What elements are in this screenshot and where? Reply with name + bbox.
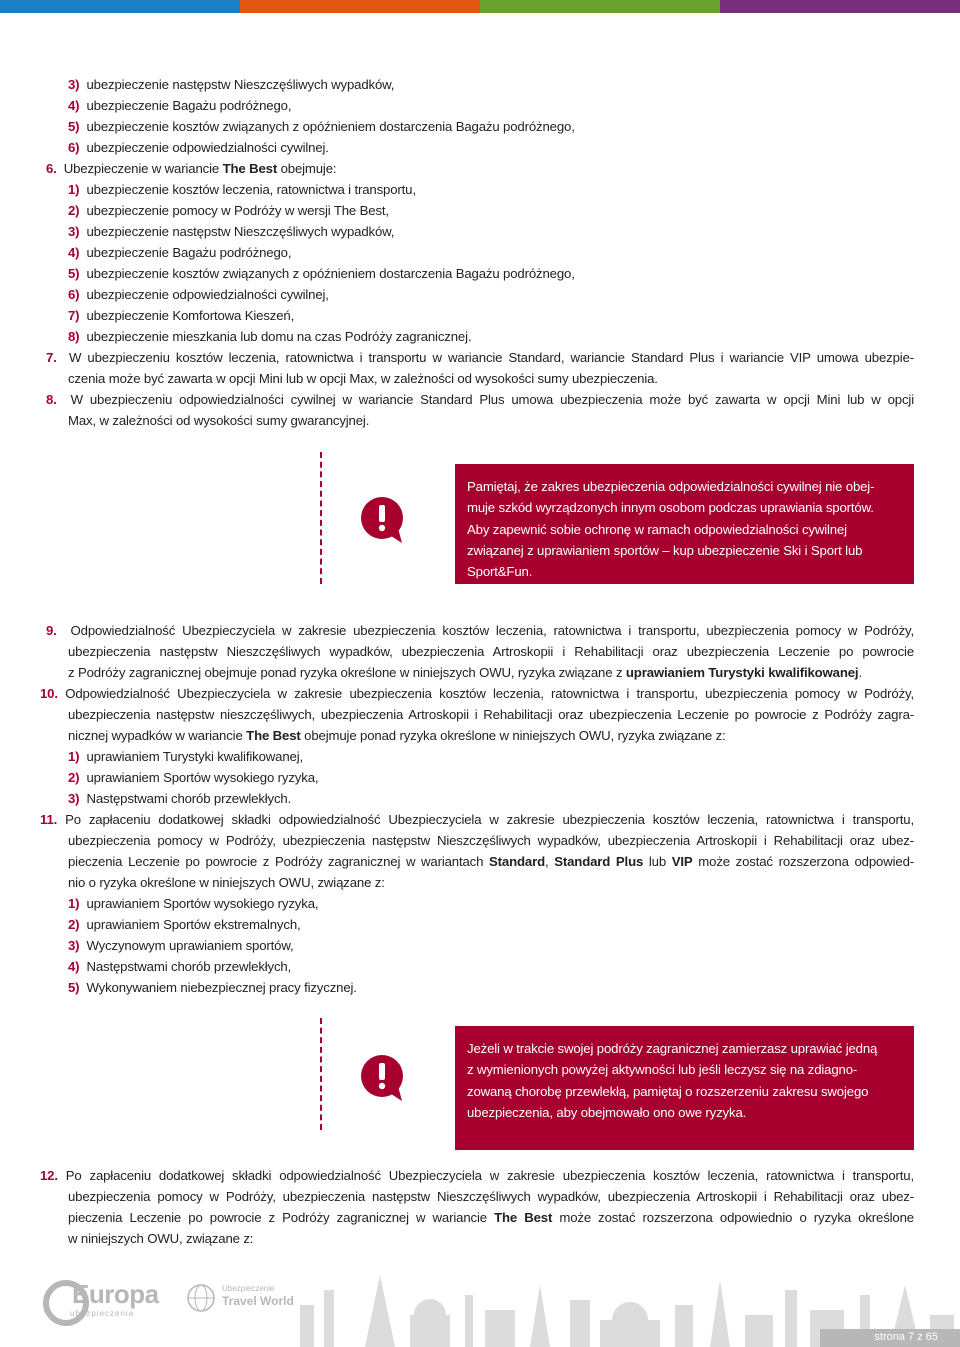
text-line (46, 349, 914, 367)
list-number: 2) (68, 917, 80, 932)
text-segment: nio o ryzyka określone w niniejszych OWU, związane z: (68, 875, 385, 890)
text-line (68, 706, 914, 724)
text-line (68, 1188, 914, 1206)
notice-box (455, 1026, 914, 1150)
top-bar-segment-orange (240, 0, 480, 13)
text-line (68, 664, 862, 682)
notice-text-line: muje szkód wyrządzonych innym osobom podczas uprawiania sportów. (467, 500, 874, 516)
list-number: 3) (68, 224, 80, 239)
text-segment: ubezpieczenie Bagażu podróżnego, (79, 98, 292, 113)
text-segment: ubezpieczenie Bagażu podróżnego, (79, 245, 292, 260)
notice-text-line: Jeżeli w trakcie swojej podróży zagranicznej zamierzasz uprawiać jedną (467, 1041, 878, 1056)
text-segment: Wykonywaniem niebezpiecznej pracy fizycznej. (79, 980, 357, 995)
text-line (68, 958, 291, 976)
text-segment: , (545, 854, 555, 869)
text-segment: uprawianiem Turystyki kwalifikowanej, (79, 749, 303, 764)
text-segment: ubezpieczenia pomocy w Podróży, ubezpieczenia następstw Nieszczęśliwych wypadków, ubezpieczenia Artroskopii i Rehabilitacji oraz ubez- (68, 1189, 914, 1204)
notice-text-line: zowaną chorobę przewlekłą, pamiętaj o rozszerzeniu zakresu swojego (467, 1083, 869, 1099)
text-line (68, 370, 658, 388)
text-segment: Odpowiedzialność Ubezpieczyciela w zakresie ubezpieczenia kosztów leczenia, ratownictwa i transportu, ubezpieczenia pomocy w Podróży, (57, 686, 914, 701)
text-segment: Po zapłaceniu dodatkowej składki odpowiedzialność Ubezpieczyciela w zakresie ubezpieczenia kosztów leczenia, ratownictwa i transportu, (57, 812, 914, 827)
text-line (46, 391, 914, 409)
text-line (68, 937, 294, 955)
text-line (68, 97, 291, 115)
text-segment: może zostać rozszerzona odpowied- (692, 854, 914, 869)
list-number: 5) (68, 119, 80, 134)
text-segment: Odpowiedzialność Ubezpieczyciela w zakresie ubezpieczenia kosztów leczenia, ratownictwa i transportu, ubezpieczenia pomocy w Podróży, (56, 623, 914, 638)
text-segment: z Podróży zagranicznej obejmuje ponad ryzyka określone w niniejszych OWU, ryzyka związane z (68, 665, 626, 680)
list-number: 4) (68, 98, 80, 113)
text-segment: obejmuje ponad ryzyka określone w niniejszych OWU, ryzyka związane z: (300, 728, 726, 743)
text-line (68, 979, 357, 997)
text-line (68, 748, 303, 766)
text-line (68, 895, 318, 913)
text-line (68, 76, 394, 94)
text-segment: ubezpieczenia pomocy w Podróży, ubezpieczenia następstw Nieszczęśliwych wypadków, ubezpieczenia Artroskopii i Rehabilitacji oraz ubez- (68, 833, 914, 848)
list-number: 1) (68, 896, 80, 911)
top-bar-segment-green (480, 0, 720, 13)
list-number: 3) (68, 77, 80, 92)
exclamation-speech-bubble-icon (358, 1054, 408, 1102)
text-line (68, 1230, 253, 1248)
text-line (68, 265, 575, 283)
text-segment: ubezpieczenie kosztów związanych z opóźnieniem dostarczenia Bagażu podróżnego, (79, 266, 575, 281)
text-line (40, 811, 914, 829)
list-number: 3) (68, 938, 80, 953)
list-number: 3) (68, 791, 80, 806)
text-line (46, 622, 914, 640)
text-segment: W ubezpieczeniu odpowiedzialności cywilnej w wariancie Standard Plus umowa ubezpieczenia może być zawarta w opcji Mini lub w opcji (56, 392, 914, 407)
text-segment: obejmuje: (277, 161, 337, 176)
top-color-bar (0, 0, 960, 13)
list-number: 6. (46, 161, 57, 176)
text-line (68, 769, 318, 787)
text-line (68, 118, 575, 136)
text-segment: ubezpieczenie kosztów związanych z opóźnieniem dostarczenia Bagażu podróżnego, (79, 119, 575, 134)
text-line (68, 412, 369, 430)
text-segment: . (858, 665, 862, 680)
text-segment: ubezpieczenia następstw nieszczęśliwych, ubezpieczenia Artroskopii i Rehabilitacji oraz ubezpieczenia Leczenie po powrocie z Podróży zagra- (68, 707, 914, 722)
text-segment: Wyczynowym uprawianiem sportów, (79, 938, 294, 953)
bold-text: Standard Plus (554, 854, 644, 869)
notice-text-line: ubezpieczenia, aby obejmowało ono owe ryzyka. (467, 1104, 747, 1120)
text-line (46, 160, 336, 178)
text-segment: ubezpieczenie mieszkania lub domu na czas Podróży zagranicznej. (79, 329, 472, 344)
list-number: 8) (68, 329, 80, 344)
notice-text-line: Aby zapewnić sobie ochronę w ramach odpowiedzialności cywilnej (467, 521, 847, 537)
list-number: 11. (40, 812, 58, 827)
text-line (68, 727, 726, 745)
text-segment: Następstwami chorób przewlekłych, (79, 959, 292, 974)
bold-text: The Best (222, 161, 278, 176)
text-segment: ubezpieczenie odpowiedzialności cywilnej. (79, 140, 329, 155)
text-line (68, 874, 385, 892)
exclamation-speech-bubble-icon (358, 496, 408, 544)
text-segment: uprawianiem Sportów ekstremalnych, (79, 917, 301, 932)
text-segment: Następstwami chorób przewlekłych. (79, 791, 292, 806)
list-number: 6) (68, 287, 80, 302)
text-line (68, 328, 471, 346)
travel-world-small: Ubezpieczenie (222, 1284, 275, 1293)
list-number: 2) (68, 770, 80, 785)
text-segment: ubezpieczenie Komfortowa Kieszeń, (79, 308, 295, 323)
text-line (68, 139, 329, 157)
bold-text: The Best (494, 1210, 553, 1225)
text-segment: pieczenia Leczenie po powrocie z Podróży zagranicznej w wariantach (68, 854, 490, 869)
notice-text-line: Sport&Fun. (467, 564, 533, 580)
text-segment: w niniejszych OWU, związane z: (68, 1231, 254, 1246)
list-number: 5) (68, 266, 80, 281)
bold-text: VIP (671, 854, 693, 869)
notice-dashed-line (320, 452, 322, 584)
top-bar-segment-blue (0, 0, 240, 13)
list-number: 7. (46, 350, 57, 365)
notice-block (320, 1018, 940, 1150)
text-line (68, 643, 914, 661)
top-bar-segment-purple (720, 0, 960, 13)
text-line (68, 1209, 914, 1227)
text-segment: W ubezpieczeniu kosztów leczenia, ratownictwa i transportu w wariancie Standard, wariancie Standard Plus i wariancie VIP umowa ubezpie- (56, 350, 914, 365)
globe-icon (186, 1281, 216, 1321)
list-number: 7) (68, 308, 80, 323)
text-segment: ubezpieczenie następstw Nieszczęśliwych wypadków, (79, 77, 395, 92)
list-number: 4) (68, 959, 80, 974)
text-line (68, 181, 416, 199)
list-number: 5) (68, 980, 80, 995)
notice-text-line: związanej z uprawianiem sportów – kup ubezpieczenie Ski i Sport lub (467, 542, 863, 558)
text-segment: lub (643, 854, 672, 869)
text-line (68, 202, 389, 220)
text-segment: ubezpieczenia następstw Nieszczęśliwych wypadków, ubezpieczenia Artroskopii i Rehabilitacji oraz ubezpieczenia Leczenie po powrocie (68, 644, 914, 659)
text-segment: ubezpieczenie następstw Nieszczęśliwych wypadków, (79, 224, 395, 239)
text-segment: może zostać rozszerzona odpowiednio o ryzyka określone (552, 1210, 914, 1225)
text-line (68, 832, 914, 850)
list-number: 6) (68, 140, 80, 155)
bold-text: The Best (246, 728, 301, 743)
list-number: 1) (68, 749, 80, 764)
page-number-bar (820, 1329, 960, 1347)
notice-dashed-line (320, 1018, 322, 1130)
text-line (40, 685, 914, 703)
list-number: 2) (68, 203, 80, 218)
text-segment: Po zapłaceniu dodatkowej składki odpowiedzialność Ubezpieczyciela w zakresie ubezpieczenia kosztów leczenia, ratownictwa i transportu, (57, 1168, 914, 1183)
text-segment: czenia może być zawarta w opcji Mini lub w opcji Max, w zależności od wysokości sumy ubezpieczenia. (68, 371, 658, 386)
list-number: 1) (68, 182, 80, 197)
bold-text: uprawianiem Turystyki kwalifikowanej (625, 665, 859, 680)
text-line (68, 790, 291, 808)
text-segment: pieczenia Leczenie po powrocie z Podróży zagranicznej w wariancie (68, 1210, 495, 1225)
notice-block (320, 452, 940, 584)
text-line (68, 307, 294, 325)
notice-text-line: Pamiętaj, że zakres ubezpieczenia odpowiedzialności cywilnej nie obej- (467, 479, 875, 494)
list-number: 9. (46, 623, 57, 638)
page-footer (0, 1265, 960, 1347)
list-number: 10. (40, 686, 58, 701)
europa-logo-text: Europa (72, 1279, 159, 1309)
text-segment: ubezpieczenie odpowiedzialności cywilnej, (79, 287, 329, 302)
text-line (68, 244, 291, 262)
list-number: 8. (46, 392, 57, 407)
text-segment: Ubezpieczenie w wariancie (56, 161, 223, 176)
bold-text: Standard (489, 854, 545, 869)
text-segment: nicznej wypadków w wariancie (68, 728, 247, 743)
list-number: 4) (68, 245, 80, 260)
notice-box (455, 464, 914, 584)
text-segment: ubezpieczenie pomocy w Podróży w wersji The Best, (79, 203, 389, 218)
travel-world-title: Travel World (222, 1294, 294, 1308)
text-segment: ubezpieczenie kosztów leczenia, ratownictwa i transportu, (79, 182, 416, 197)
text-segment: uprawianiem Sportów wysokiego ryzyka, (79, 770, 319, 785)
europa-logo-subtitle: ubezpieczenia (70, 1309, 135, 1318)
page-number: strona 7 z 65 (874, 1331, 938, 1343)
notice-text-line: z wymienionych powyżej aktywności lub jeśli leczysz się na zdiagno- (467, 1062, 858, 1078)
text-line (68, 223, 394, 241)
list-number: 12. (40, 1168, 58, 1183)
text-line (68, 853, 914, 871)
text-segment: Max, w zależności od wysokości sumy gwarancyjnej. (68, 413, 370, 428)
text-line (40, 1167, 914, 1185)
text-segment: uprawianiem Sportów wysokiego ryzyka, (79, 896, 319, 911)
text-line (68, 916, 301, 934)
text-line (68, 286, 329, 304)
